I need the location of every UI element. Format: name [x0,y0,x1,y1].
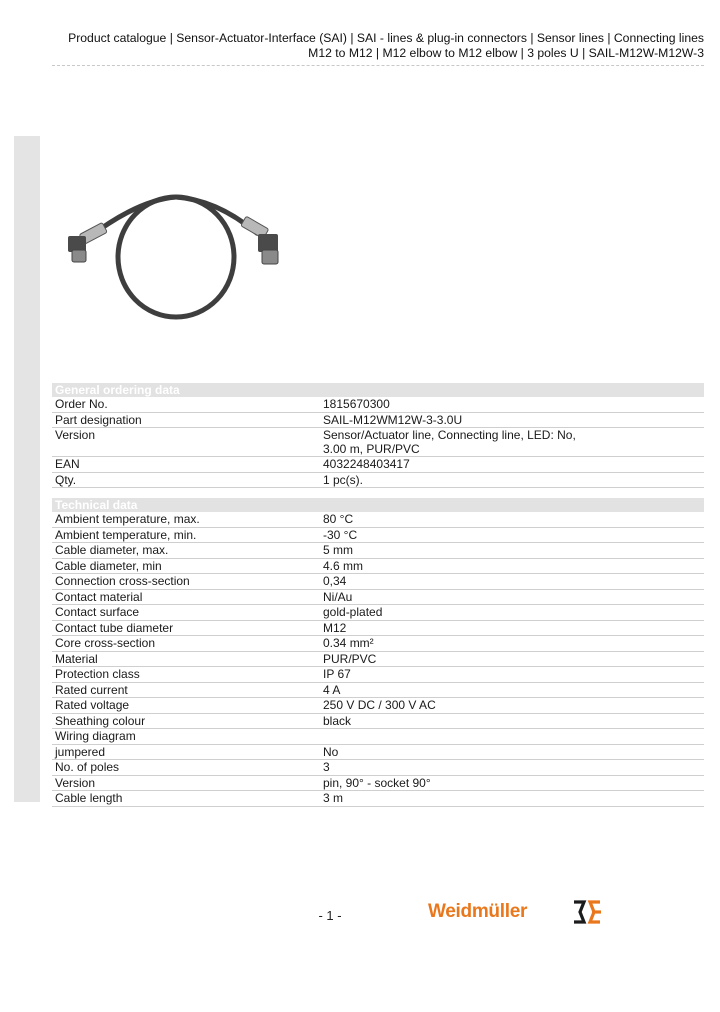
general-ordering-header: General ordering data [52,383,704,397]
product-image [58,190,298,330]
table-row [52,729,704,745]
row-label: Ambient temperature, min. [52,527,320,543]
technical-data-table [52,512,704,807]
row-label: Sheathing colour [52,713,320,729]
table-row [52,558,704,574]
row-label: Material [52,651,320,667]
side-margin-bar [14,136,40,802]
row-value: pin, 90° - socket 90° [320,775,704,791]
row-label: Version [52,428,320,457]
table-row [52,512,704,527]
table-row [52,760,704,776]
table-row [52,543,704,559]
table-row [52,574,704,590]
row-label: Cable diameter, max. [52,543,320,559]
table-row [52,589,704,605]
row-label: Contact tube diameter [52,620,320,636]
header-divider [52,65,704,66]
row-label: Qty. [52,472,320,488]
table-row [52,457,704,473]
technical-data-header: Technical data [52,498,704,512]
table-row [52,472,704,488]
row-value: 3 m [320,791,704,807]
row-value: Ni/Au [320,589,704,605]
row-value: 1 pc(s). [320,472,704,488]
row-value: black [320,713,704,729]
table-row [52,651,704,667]
row-value: 250 V DC / 300 V AC [320,698,704,714]
table-row [52,682,704,698]
table-row [52,397,704,412]
row-value: 4.6 mm [320,558,704,574]
row-value: M12 [320,620,704,636]
table-row [52,605,704,621]
breadcrumb-line-1: Product catalogue | Sensor-Actuator-Interface (SAI) | SAI - lines & plug-in connectors | Sensor lines | Connecting lines [68,31,704,45]
row-value: 80 °C [320,512,704,527]
row-value [320,729,704,745]
row-value: 4 A [320,682,704,698]
row-value: -30 °C [320,527,704,543]
row-value: 4032248403417 [320,457,704,473]
table-row [52,775,704,791]
row-label: Wiring diagram [52,729,320,745]
row-value: 5 mm [320,543,704,559]
row-value: 0.34 mm² [320,636,704,652]
row-value: 0,34 [320,574,704,590]
table-row [52,428,704,457]
table-row [52,527,704,543]
table-row [52,412,704,428]
row-value: IP 67 [320,667,704,683]
row-label: Contact material [52,589,320,605]
row-value: gold-plated [320,605,704,621]
row-label: Version [52,775,320,791]
row-label: Ambient temperature, max. [52,512,320,527]
table-row [52,620,704,636]
table-row [52,636,704,652]
table-row [52,713,704,729]
breadcrumb [40,31,704,61]
general-ordering-table [52,397,704,488]
brand-name: Weidmüller [428,901,528,922]
table-row [52,667,704,683]
row-label: jumpered [52,744,320,760]
breadcrumb-line-2: M12 to M12 | M12 elbow to M12 elbow | 3 poles U | SAIL-M12W-M12W-3 [308,46,704,60]
row-value: Sensor/Actuator line, Connecting line, LED: No, 3.00 m, PUR/PVC [320,428,704,457]
row-label: Rated current [52,682,320,698]
table-row [52,698,704,714]
row-label: EAN [52,457,320,473]
row-label: Part designation [52,412,320,428]
row-label: No. of poles [52,760,320,776]
page-number: - 1 - [318,908,342,923]
brand-logo [428,899,604,927]
row-label: Order No. [52,397,320,412]
row-value: PUR/PVC [320,651,704,667]
row-label: Cable length [52,791,320,807]
row-label: Connection cross-section [52,574,320,590]
table-row [52,744,704,760]
table-row [52,791,704,807]
row-label: Core cross-section [52,636,320,652]
brand-mark-icon [572,899,602,925]
row-label: Rated voltage [52,698,320,714]
row-value: 1815670300 [320,397,704,412]
row-value: 3 [320,760,704,776]
row-value: No [320,744,704,760]
row-value: SAIL-M12WM12W-3-3.0U [320,412,704,428]
row-label: Cable diameter, min [52,558,320,574]
row-label: Contact surface [52,605,320,621]
row-label: Protection class [52,667,320,683]
